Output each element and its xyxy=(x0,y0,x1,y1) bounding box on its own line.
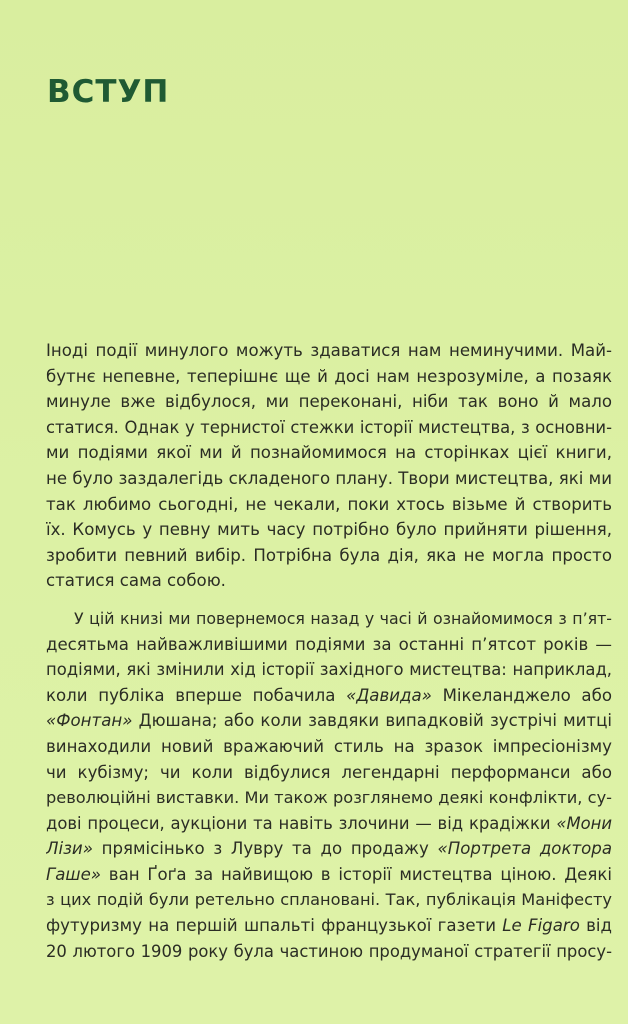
text-line: статися. Однак у тернистої стежки історії мистецтва, з основни- xyxy=(46,417,612,437)
artwork-title: Гаше» xyxy=(46,864,102,884)
artwork-title: «Давида» xyxy=(346,685,432,705)
text-line: У цій книзі ми повернемося назад у часі й ознайомимося з п’ят- xyxy=(74,608,612,628)
body-text xyxy=(46,338,612,964)
text-line: не було заздалегідь складеного плану. Твори мистецтва, які ми xyxy=(46,468,612,488)
text-line: футуризму на першій шпальті французької газети Le Figaro від xyxy=(46,916,612,936)
text-line: дові процеси, аукціони та навіть злочини — від крадіжки «Мони xyxy=(46,813,612,833)
text-line: зробити певний вибір. Потрібна була дія, яка не могла просто xyxy=(46,545,612,565)
text-line: з цих подій були ретельно сплановані. Так, публікація Маніфесту xyxy=(46,890,612,910)
paragraph-2 xyxy=(46,606,612,964)
text-line: коли публіка вперше побачила «Давида» Мікеланджело або xyxy=(46,685,612,705)
text-line: революційні виставки. Ми також розглянемо деякі конфлікти, су- xyxy=(46,788,612,808)
paragraph-1 xyxy=(46,338,612,594)
text-line: минуле вже відбулося, ми переконані, ніби так воно й мало xyxy=(46,392,612,412)
text-line: десятьма найважливішими подіями за останні п’ятсот років — xyxy=(46,634,612,654)
text-line: Лізи» прямісінько з Лувру та до продажу «Портрета доктора xyxy=(46,839,612,859)
text-line: «Фонтан» Дюшана; або коли завдяки випадковій зустрічі митці xyxy=(46,711,612,731)
artwork-title: «Портрета доктора xyxy=(437,839,612,859)
text-line: подіями, які змінили хід історії західного мистецтва: наприклад, xyxy=(46,660,612,680)
artwork-title: «Фонтан» xyxy=(46,711,133,731)
chapter-title: ВСТУП xyxy=(47,74,170,110)
newspaper-title: Le Figaro xyxy=(502,916,580,936)
text-line: чи кубізму; чи коли відбулися легендарні перформанси або xyxy=(46,762,612,782)
artwork-title: Лізи» xyxy=(46,839,93,859)
text-line: так любимо сьогодні, не чекали, поки хтось візьме й створить xyxy=(46,494,612,514)
text-line: Іноді події минулого можуть здаватися нам неминучими. Май- xyxy=(46,341,612,360)
text-line: Гаше» ван Ґоґа за найвищою в історії мистецтва ціною. Деякі xyxy=(46,864,612,884)
text-line: 20 лютого 1909 року була частиною продуманої стратегії просу- xyxy=(46,941,612,961)
artwork-title: «Мони xyxy=(556,813,612,833)
text-line: ми подіями якої ми й познайомимося на сторінках цієї книги, xyxy=(46,443,612,463)
text-line: їх. Комусь у певну мить часу потрібно було прийняти рішення, xyxy=(46,520,612,540)
text-line: статися сама собою. xyxy=(46,571,226,591)
paragraph-gap xyxy=(46,594,612,606)
text-line: бутнє непевне, теперішнє ще й досі нам незрозуміле, а позаяк xyxy=(46,366,612,386)
text-line: винаходили новий вражаючий стиль на зразок імпресіонізму xyxy=(46,736,612,756)
